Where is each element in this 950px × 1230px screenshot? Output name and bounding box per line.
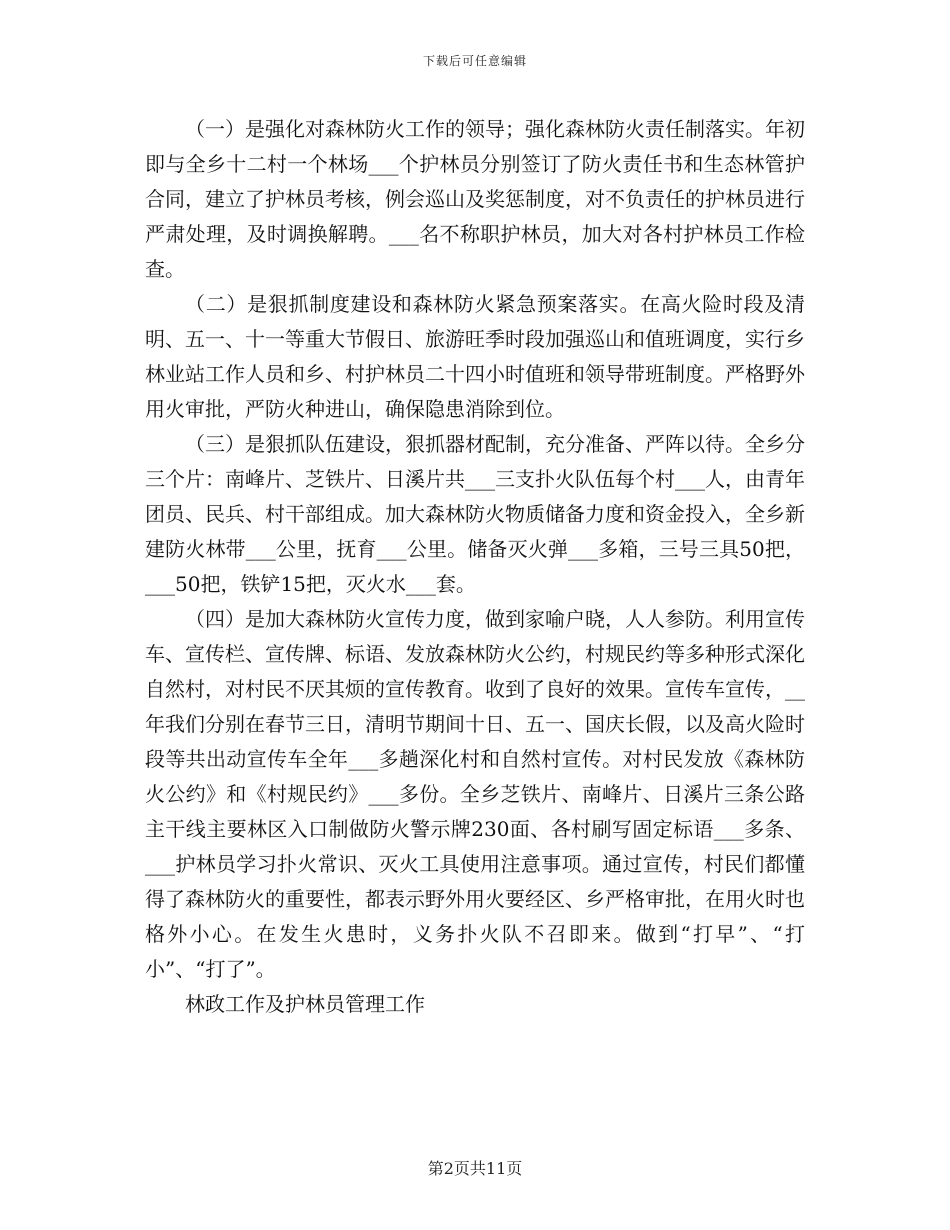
section-heading: 林政工作及护林员管理工作	[185, 992, 425, 1016]
paragraph-2: （二）是狠抓制度建设和森林防火紧急预案落实。在高火险时段及清明、五一、十一等重大节假日、旅游旺季时段加强巡山和值班调度，实行乡林业站工作人员和乡、村护林员二十四小时值班和领导带班制度。严格野外用火审批，严防火种进山，确保隐患消除到位。	[145, 292, 805, 421]
paragraph-3: （三）是狠抓队伍建设，狠抓器材配制，充分准备、严阵以待。全乡分三个片：南峰片、芝铁片、日溪片共___三支扑火队伍每个村___人，由青年团员、民兵、村干部组成。加大森林防火物质储备力度和资金投入，全乡新建防火林带___公里，抚育___公里。储备灭火弹___多箱，三号三具50把，___50把，铁铲15把，灭火水___套。	[145, 432, 805, 596]
page-footer: 第2页共11页	[427, 1159, 523, 1178]
document-body	[145, 112, 805, 1022]
paragraph-1: （一）是强化对森林防火工作的领导；强化森林防火责任制落实。年初即与全乡十二村一个林场___个护林员分别签订了防火责任书和生态林管护合同，建立了护林员考核，例会巡山及奖惩制度，对不负责任的护林员进行严肃处理，及时调换解聘。___名不称职护林员，加大对各村护林员工作检查。	[145, 117, 805, 281]
paragraph-4: （四）是加大森林防火宣传力度，做到家喻户晓，人人参防。利用宣传车、宣传栏、宣传牌、标语、发放森林防火公约，村规民约等多种形式深化自然村，对村民不厌其烦的宣传教育。收到了良好的效果。宣传车宣传，__年我们分别在春节三日，清明节期间十日、五一、国庆长假，以及高火险时段等共出动宣传车全年___多趟深化村和自然村宣传。对村民发放《森林防火公约》和《村规民约》___多份。全乡芝铁片、南峰片、日溪片三条公路主干线主要林区入口制做防火警示牌230面、各村刷写固定标语___多条、___护林员学习扑火常识、灭火工具使用注意事项。通过宣传，村民们都懂得了森林防火的重要性，都表示野外用火要经区、乡严格审批，在用火时也格外小心。在发生火患时，义务扑火队不召即来。做到“打早”、“打小”、“打了”。	[145, 607, 805, 981]
page-header: 下载后可任意编辑	[422, 54, 527, 68]
